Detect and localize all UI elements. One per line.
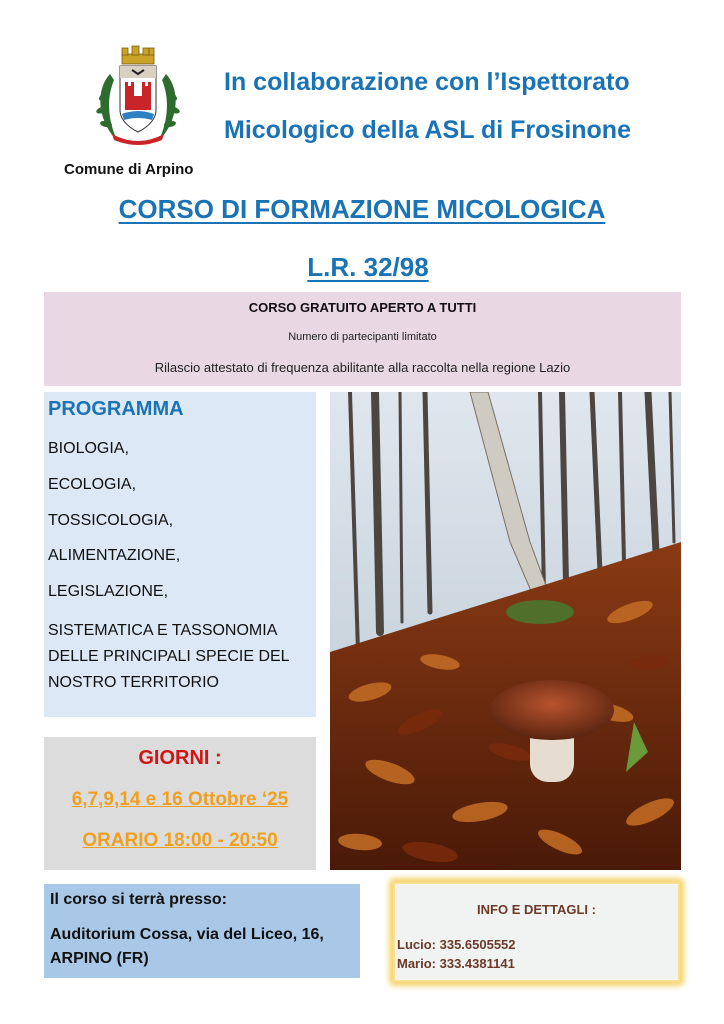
programma-item: TOSSICOLOGIA,: [48, 512, 174, 529]
programma-systematics-line: NOSTRO TERRITORIO: [48, 674, 219, 691]
programma-item-systematics: [48, 618, 290, 696]
location-box: [44, 884, 360, 978]
programma-box: [44, 392, 316, 717]
programma-item: ALIMENTAZIONE,: [48, 547, 181, 564]
contact-lucio: Lucio: 335.6505552: [397, 937, 516, 952]
course-title: [0, 194, 724, 225]
law-reference-text: L.R. 32/98: [307, 252, 429, 282]
programma-systematics-line: DELLE PRINCIPALI SPECIE DEL: [48, 648, 290, 665]
collab-line-2: Micologico della ASL di Frosinone: [224, 116, 631, 144]
location-address: Auditorium Cossa, via del Liceo, 16, ARPINO (FR): [50, 926, 324, 967]
info-band-certificate: Rilascio attestato di frequenza abilitante alla raccolta nella regione Lazio: [154, 360, 571, 375]
programma-item: ECOLOGIA,: [48, 476, 137, 493]
schedule-dates: 6,7,9,14 e 16 Ottobre ‘25: [71, 789, 289, 810]
info-band: [44, 292, 681, 386]
schedule-title: GIORNI :: [138, 747, 222, 769]
collab-line-1: In collaborazione con l’Ispettorato: [224, 68, 630, 96]
law-reference: [0, 252, 724, 283]
course-title-text: CORSO DI FORMAZIONE MICOLOGICA: [118, 194, 606, 224]
arpino-coat-of-arms: [92, 44, 184, 148]
programma-title: PROGRAMMA: [48, 398, 184, 420]
info-band-limited: Numero di partecipanti limitato: [288, 331, 437, 343]
collaboration-text: [224, 58, 694, 154]
forest-mushroom-photo: [330, 392, 681, 870]
info-band-free-course: CORSO GRATUITO APERTO A TUTTI: [248, 300, 477, 315]
location-intro: Il corso si terrà presso:: [50, 891, 227, 908]
programma-systematics-line: SISTEMATICA E TASSONOMIA: [48, 622, 278, 639]
contact-info-box: [393, 882, 680, 982]
contact-mario: Mario: 333.4381141: [397, 956, 515, 971]
contact-info-title: INFO E DETTAGLI :: [477, 902, 596, 917]
comune-label: Comune di Arpino: [64, 161, 194, 178]
schedule-time: ORARIO 18:00 - 20:50: [82, 830, 278, 851]
programma-item: BIOLOGIA,: [48, 440, 129, 457]
programma-item: LEGISLAZIONE,: [48, 583, 169, 600]
schedule-box: [44, 737, 316, 870]
